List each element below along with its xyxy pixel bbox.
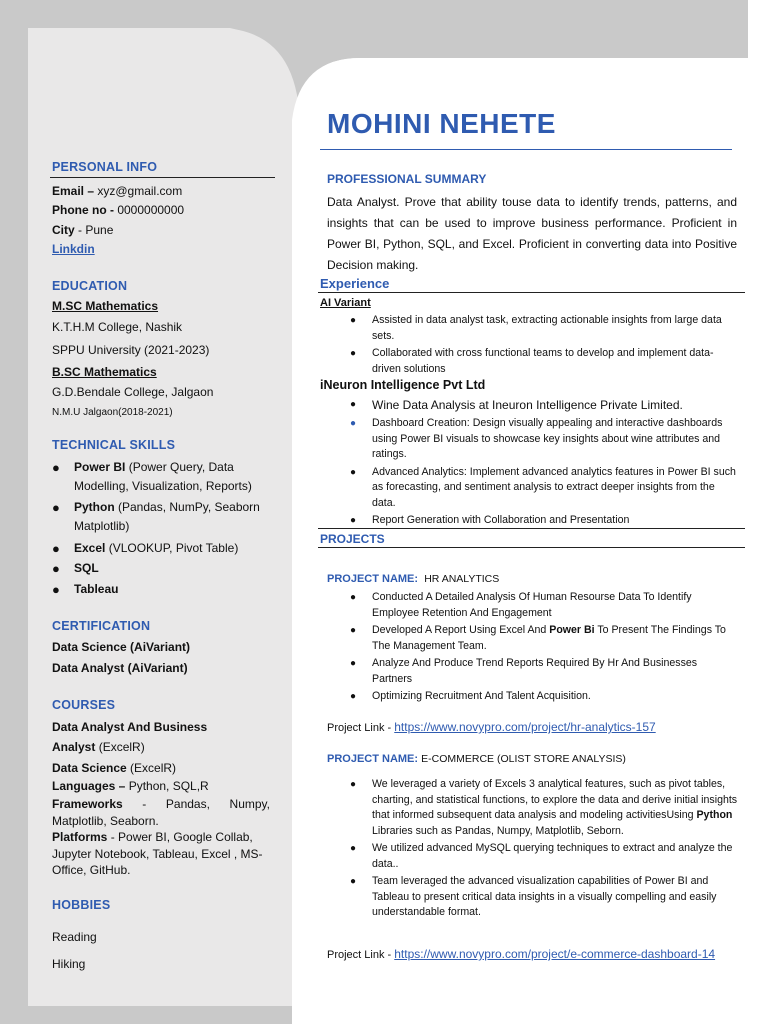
project-label: PROJECT NAME: — [327, 753, 419, 765]
skill-name: Excel — [74, 541, 106, 555]
bullet-text: Advanced Analytics: Implement advanced analytics features in Power BI such as forecasting, and sentiment analysis to extract deeper insights from the data. — [372, 465, 736, 509]
bullet-icon: ● — [350, 315, 357, 326]
languages-value: Python, SQL,R — [128, 779, 209, 793]
bullet-text: Report Generation with Collaboration and Presentation — [372, 514, 630, 526]
frameworks-label: Frameworks — [52, 797, 123, 811]
bullet-text: We leveraged a variety of Excels 3 analytical features, such as pivot tables, charting, and statistical functions, to explore the data and derive initial insights that informed subsequent data analysis and modeling activitiesUsing — [372, 778, 738, 821]
skill-detail: (VLOOKUP, Pivot Table) — [105, 541, 239, 555]
platforms-label: Platforms — [52, 830, 108, 844]
skill-detail: (Power Query, Data Modelling, Visualization, Reports) — [74, 460, 252, 493]
skill-item — [52, 539, 282, 558]
edu2-degree: B.SC Mathematics — [52, 365, 157, 379]
projects-divider — [318, 547, 745, 548]
bullet-icon: ● — [350, 592, 357, 603]
experience-end-divider — [318, 528, 745, 529]
list-item — [350, 874, 740, 921]
edu2-university: N.M.U Jalgaon(2018-2021) — [52, 407, 173, 418]
skill-name: SQL — [74, 561, 99, 575]
course1-name: Analyst — [52, 740, 96, 754]
project1-heading — [327, 573, 499, 585]
list-item — [350, 416, 740, 463]
projects-title: PROJECTS — [320, 532, 385, 546]
education-title: EDUCATION — [52, 279, 128, 293]
bullet-text: Wine Data Analysis at Ineuron Intelligence Private Limited. — [372, 398, 683, 412]
project-name: E-COMMERCE (OLIST STORE ANALYSIS) — [421, 753, 626, 765]
bullet-icon: ● — [52, 500, 60, 515]
bullet-icon: ● — [350, 779, 357, 790]
list-item — [350, 465, 740, 512]
edu2-college: G.D.Bendale College, Jalgaon — [52, 385, 214, 399]
list-item — [350, 396, 740, 414]
bullet-icon: ● — [350, 658, 357, 669]
skill-name: Power BI — [74, 460, 126, 474]
bullet-icon: ● — [52, 541, 60, 556]
bullet-bold-text: Power Bi — [549, 624, 595, 636]
list-item — [350, 841, 740, 872]
phone-value: 0000000000 — [117, 203, 185, 217]
summary-title: PROFESSIONAL SUMMARY — [327, 172, 487, 186]
list-item — [350, 777, 740, 839]
bullet-icon: ● — [52, 460, 60, 475]
sidebar — [0, 0, 300, 1024]
project-label: PROJECT NAME: — [327, 573, 419, 585]
course2-provider: (ExcelR) — [126, 761, 177, 775]
course1-provider: (ExcelR) — [95, 740, 145, 754]
project1-bullets — [350, 590, 740, 707]
bullet-icon: ● — [350, 348, 357, 359]
experience-divider — [318, 292, 745, 293]
bullet-icon: ● — [350, 515, 357, 526]
course2-name: Data Science — [52, 761, 127, 775]
email-label: Email – — [52, 184, 98, 198]
hobbies-title: HOBBIES — [52, 898, 111, 912]
linkedin-link[interactable]: Linkdin — [52, 242, 95, 256]
bullet-text: Analyze And Produce Trend Reports Required By Hr And Businesses Partners — [372, 657, 698, 685]
project2-bullets — [350, 777, 740, 923]
bullet-text: Developed A Report Using Excel And — [372, 624, 550, 636]
course1-line2 — [52, 740, 145, 755]
skill-item — [52, 580, 282, 599]
bullet-text: Conducted A Detailed Analysis Of Human Resourse Data To Identify Employee Retention And Engagement — [372, 591, 692, 619]
list-item — [350, 689, 740, 705]
company2-bullets — [350, 396, 740, 531]
bullet-icon: ● — [350, 691, 357, 702]
courses-title: COURSES — [52, 698, 116, 712]
hobby-item: Reading — [52, 930, 97, 944]
list-item — [350, 513, 740, 529]
edu1-college: K.T.H.M College, Nashik — [52, 320, 183, 334]
phone-label: Phone no - — [52, 203, 118, 217]
candidate-name: MOHINI NEHETE — [327, 108, 556, 139]
bullet-text: To Present The Findings To The Management Team. — [372, 624, 726, 652]
experience-title: Experience — [320, 276, 390, 291]
skill-item — [52, 458, 282, 496]
languages-label: Languages – — [52, 779, 129, 793]
bullet-icon: ● — [350, 399, 357, 410]
list-item — [350, 346, 740, 377]
personal-info-divider — [50, 177, 275, 178]
frameworks-value: - Pandas, Numpy, Matplotlib, Seaborn. — [52, 797, 270, 828]
bullet-icon: ● — [52, 561, 60, 576]
skill-item — [52, 498, 282, 536]
city-line — [52, 223, 113, 238]
bullet-text: Assisted in data analyst task, extracting actionable insights from large data sets. — [372, 314, 722, 342]
bullet-icon: ● — [350, 625, 357, 636]
company-name: AI Variant — [320, 297, 371, 309]
certification-title: CERTIFICATION — [52, 619, 151, 633]
bullet-text: Collaborated with cross functional teams to develop and implement data-driven solutions — [372, 347, 714, 375]
project1-link[interactable]: https://www.novypro.com/project/hr-analytics-157 — [394, 720, 656, 734]
name-divider — [320, 149, 732, 150]
email-value: xyz@gmail.com — [97, 184, 183, 198]
cert-item: Data Science (AiVariant) — [52, 640, 191, 654]
project-link-label: Project Link - — [327, 722, 395, 734]
frameworks-line — [52, 796, 270, 829]
skill-detail: (Pandas, NumPy, Seaborn Matplotlib) — [74, 500, 260, 533]
project1-link-line — [327, 720, 656, 734]
list-item — [350, 623, 740, 654]
platforms-line — [52, 829, 270, 879]
bullet-text: Libraries such as Pandas, Numpy, Matplotlib, Seborn. — [372, 824, 624, 837]
languages-line — [52, 779, 209, 794]
bullet-bold-text: Python — [696, 809, 733, 821]
bullet-icon: ● — [350, 876, 357, 887]
platforms-value: - Power BI, Google Collab, Jupyter Notebook, Tableau, Excel , MS-Office, GitHub. — [52, 830, 263, 877]
course1-line1: Data Analyst And Business — [52, 720, 208, 734]
bullet-icon: ● — [52, 582, 60, 597]
cert-item: Data Analyst (AiVariant) — [52, 661, 188, 675]
city-value: - Pune — [74, 223, 114, 237]
company-name: iNeuron Intelligence Pvt Ltd — [320, 378, 486, 392]
bullet-text: We utilized advanced MySQL querying techniques to extract and analyze the data.. — [372, 842, 733, 870]
skill-name: Python — [74, 500, 115, 514]
phone-line — [52, 203, 184, 218]
project-link-label: Project Link - — [327, 949, 395, 961]
skills-title: TECHNICAL SKILLS — [52, 438, 176, 452]
personal-info-title: PERSONAL INFO — [52, 160, 158, 174]
bullet-icon: ● — [350, 418, 357, 429]
project2-heading — [327, 753, 626, 765]
list-item — [350, 590, 740, 621]
edu1-university: SPPU University (2021-2023) — [52, 343, 210, 357]
list-item — [350, 656, 740, 687]
project2-link-line — [327, 946, 747, 964]
skill-name: Tableau — [74, 582, 119, 596]
bullet-icon: ● — [350, 843, 357, 854]
project2-link[interactable]: https://www.novypro.com/project/e-commerce-dashboard-14 — [394, 947, 716, 961]
summary-text: Data Analyst. Prove that ability touse data to identify trends, patterns, and insights that can be used to improve business performance. Proficient in Power BI, Python, SQL, and Excel. Proficient in converting data into Positive Decision making. — [327, 195, 737, 272]
project-name: HR ANALYTICS — [424, 573, 500, 585]
company1-bullets — [350, 313, 740, 379]
bullet-text: Optimizing Recruitment And Talent Acquisition. — [372, 690, 591, 702]
email-line — [52, 184, 182, 199]
bullet-icon: ● — [350, 466, 357, 478]
bullet-text: Team leveraged the advanced visualization capabilities of Power BI and Tableau to present critical data insights in a visually compelling and easily understandable format. — [372, 875, 717, 918]
hobby-item: Hiking — [52, 957, 86, 971]
edu1-degree: M.SC Mathematics — [52, 299, 159, 313]
city-label: City — [52, 223, 75, 237]
course2-line — [52, 761, 176, 776]
bullet-text: Dashboard Creation: Design visually appealing and interactive dashboards using Power BI visuals to showcase key insights about wine attributes and ratings. — [372, 417, 723, 460]
list-item — [350, 313, 740, 344]
skill-item — [52, 559, 282, 578]
